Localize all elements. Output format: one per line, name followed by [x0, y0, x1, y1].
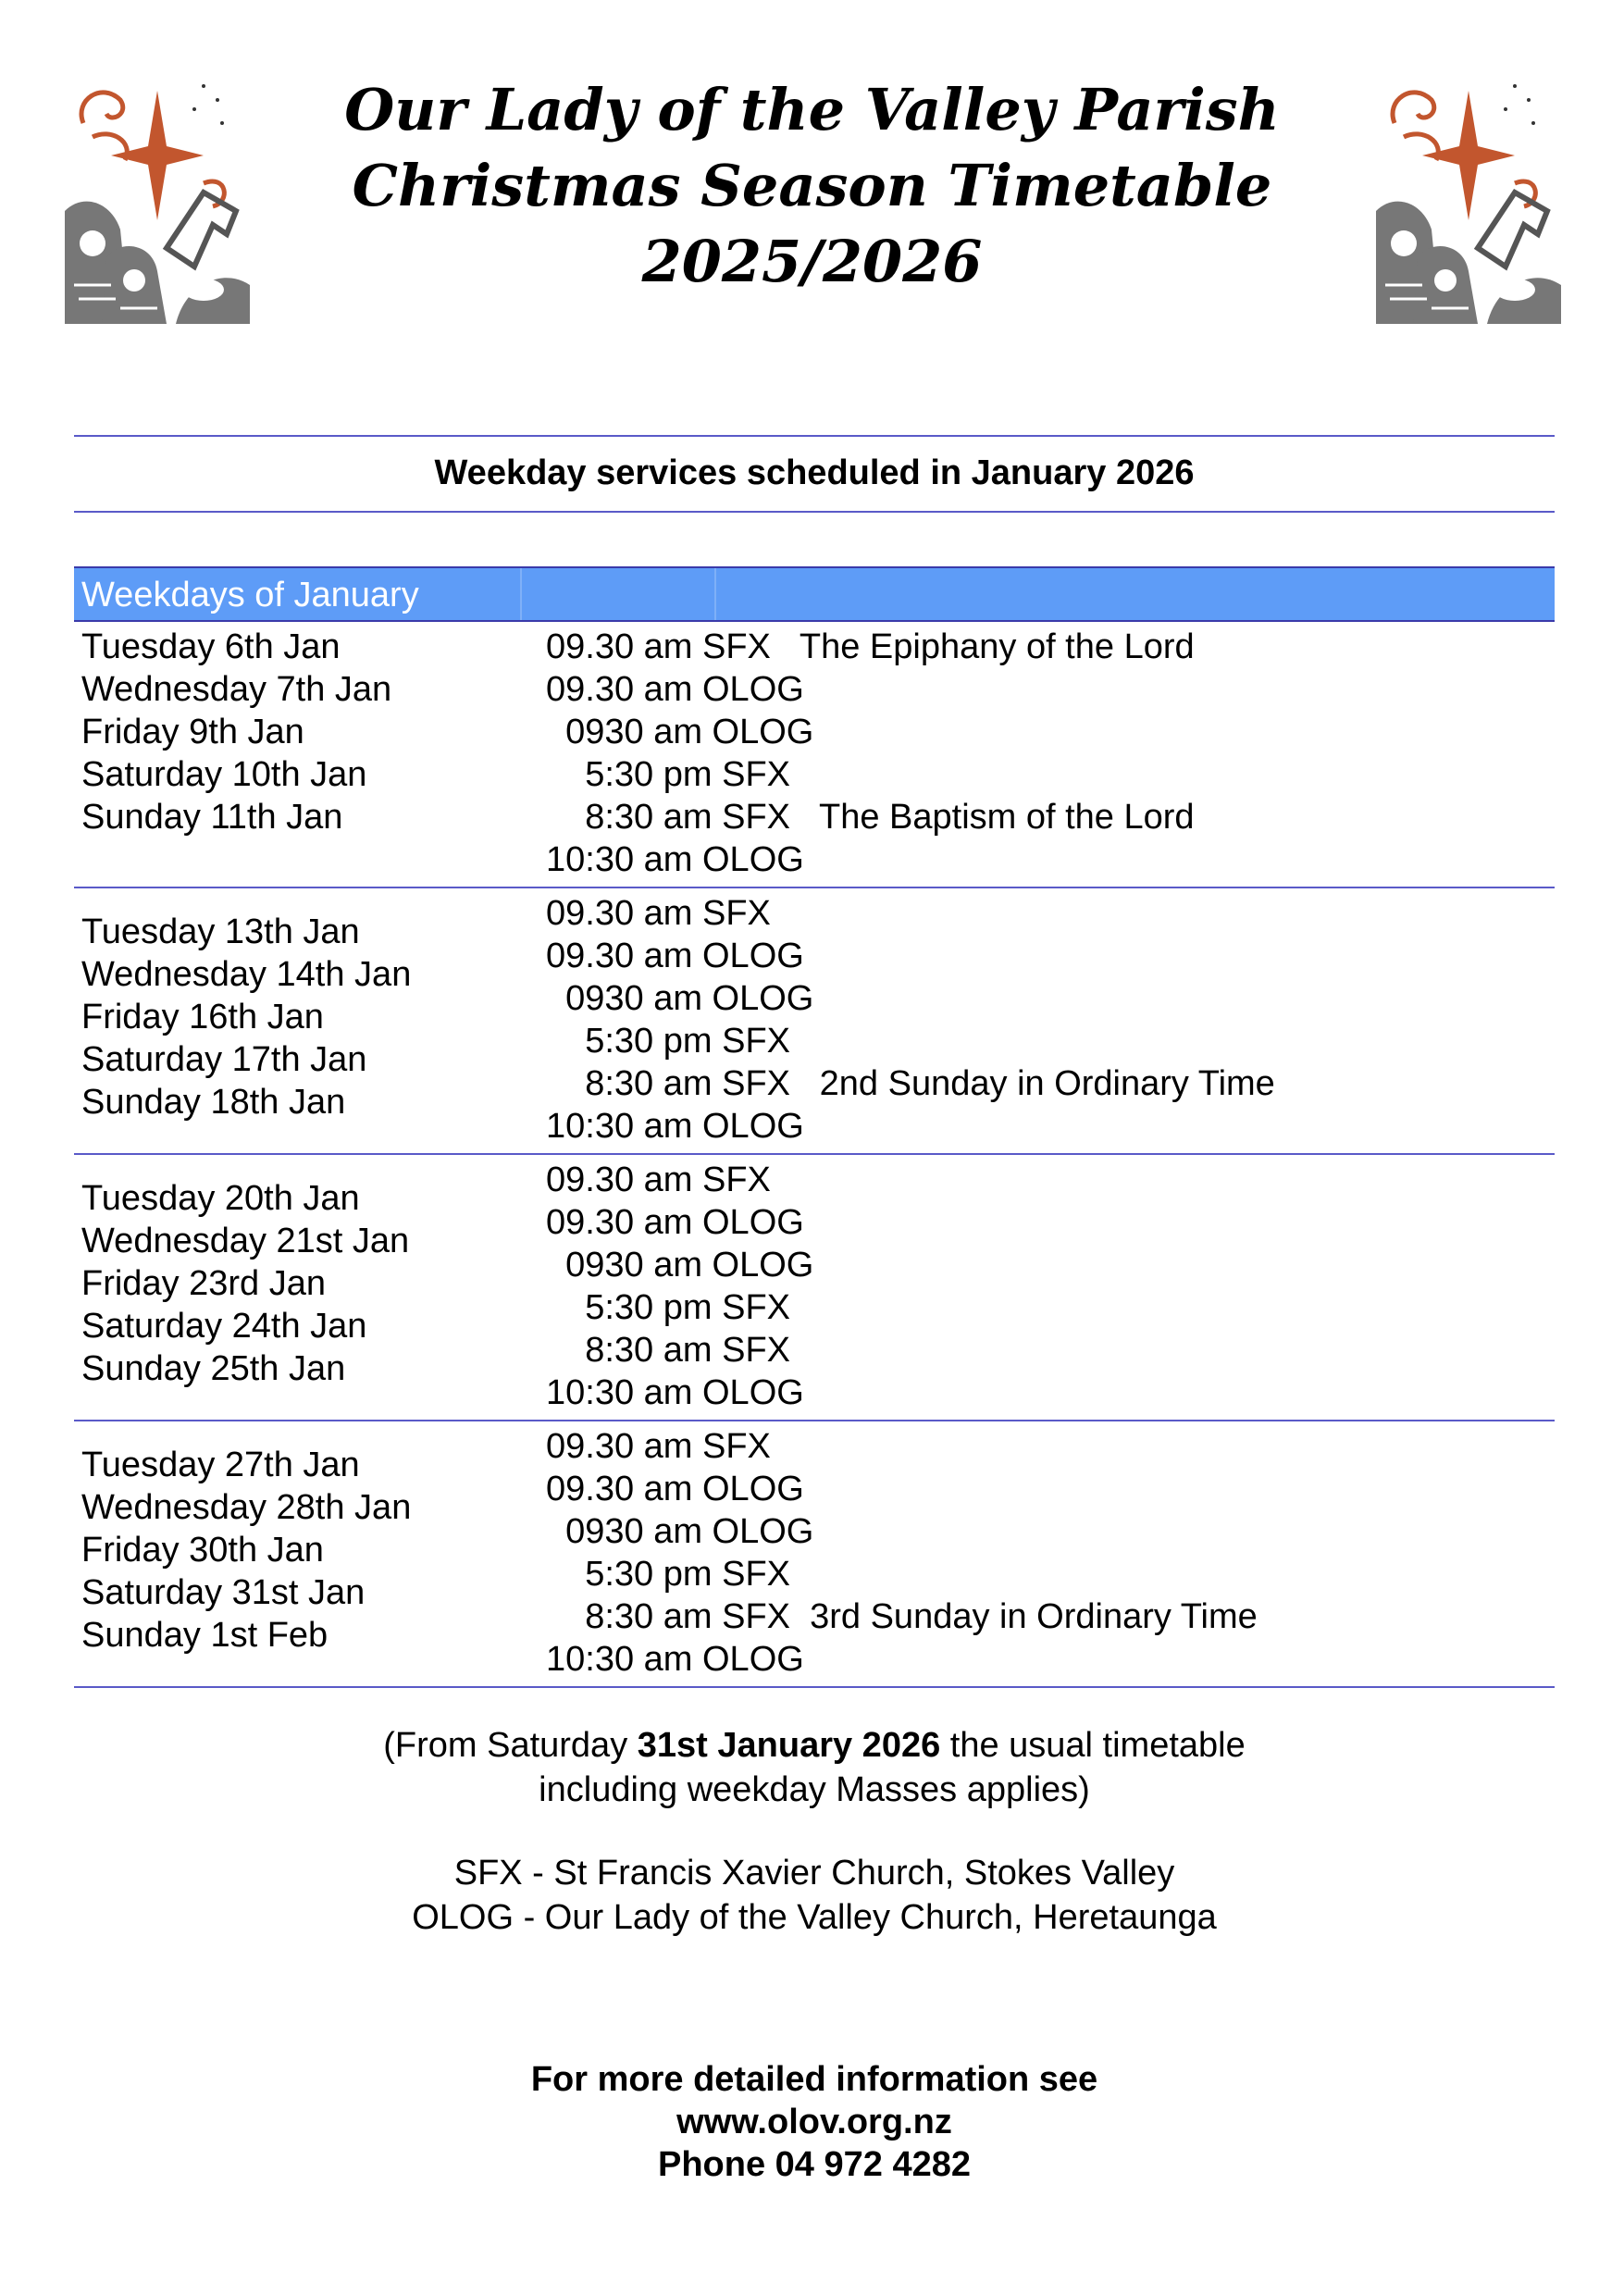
service-time: 0930 am OLOG: [546, 979, 814, 1018]
day-label: Saturday 17th Jan: [81, 1040, 367, 1079]
divider: [74, 1420, 1555, 1421]
title-line-3: 2025/2026: [641, 228, 983, 295]
service-time: 0930 am OLOG: [546, 1246, 814, 1285]
title-line-2: Christmas Season Timetable: [352, 152, 1272, 219]
section-subtitle: Weekday services scheduled in January 2026: [434, 453, 1195, 492]
day-label: Sunday 11th Jan: [81, 798, 343, 837]
service-time: 09.30 am SFX: [546, 1160, 771, 1199]
schedule-block: [74, 1159, 1555, 1421]
day-label: Wednesday 7th Jan: [81, 670, 392, 709]
day-label: Friday 9th Jan: [81, 713, 304, 751]
divider: [74, 1153, 1555, 1155]
note-date: 31st January 2026: [637, 1726, 941, 1765]
day-label: Sunday 25th Jan: [81, 1349, 346, 1388]
service-time: 10:30 am OLOG: [546, 1640, 804, 1679]
service-time: 5:30 pm SFX: [546, 1555, 790, 1594]
service-time: 8:30 am SFX 2nd Sunday in Ordinary Time: [546, 1064, 1275, 1103]
divider: [74, 435, 1555, 437]
service-time: 09.30 am SFX The Epiphany of the Lord: [546, 627, 1195, 666]
divider: [74, 1686, 1555, 1688]
contact-line: For more detailed information see: [530, 2060, 1098, 2099]
schedule-block: [74, 626, 1555, 888]
note-line-1: [74, 1723, 1555, 1768]
day-label: Tuesday 20th Jan: [81, 1179, 360, 1218]
day-label: Sunday 1st Feb: [81, 1616, 329, 1655]
service-time: 10:30 am OLOG: [546, 1107, 804, 1146]
service-time: 0930 am OLOG: [546, 713, 814, 751]
timetable-note: [74, 1723, 1555, 1812]
service-time: 09.30 am OLOG: [546, 670, 804, 709]
title-line-1: Our Lady of the Valley Parish: [344, 76, 1280, 143]
day-label: Friday 23rd Jan: [81, 1264, 327, 1303]
contact-info: [74, 2058, 1555, 2186]
schedule-block: [74, 1425, 1555, 1688]
day-label: Saturday 31st Jan: [81, 1573, 366, 1612]
phone-number: Phone 04 972 4282: [658, 2145, 971, 2184]
table-header-label: Weekdays of January: [81, 576, 419, 614]
service-time: 5:30 pm SFX: [546, 1288, 790, 1327]
note-text: the usual timetable: [940, 1726, 1246, 1765]
service-time: 09.30 am OLOG: [546, 1203, 804, 1242]
day-label: Tuesday 6th Jan: [81, 627, 341, 666]
service-time: 8:30 am SFX 3rd Sunday in Ordinary Time: [546, 1597, 1258, 1636]
column-separator: [714, 568, 716, 620]
day-label: Tuesday 27th Jan: [81, 1446, 360, 1484]
page-title: [278, 72, 1346, 300]
service-time: 09.30 am SFX: [546, 894, 771, 933]
divider: [74, 511, 1555, 513]
service-time: 09.30 am SFX: [546, 1427, 771, 1466]
note-text: (From Saturday: [383, 1726, 638, 1765]
church-legend: [74, 1851, 1555, 1940]
nativity-scene-icon: [65, 72, 250, 324]
service-time: 8:30 am SFX The Baptism of the Lord: [546, 798, 1195, 837]
schedule-block: [74, 892, 1555, 1155]
service-time: 5:30 pm SFX: [546, 1022, 790, 1061]
website-link[interactable]: www.olov.org.nz: [676, 2103, 952, 2141]
day-label: Saturday 10th Jan: [81, 755, 367, 794]
column-separator: [520, 568, 522, 620]
day-label: Friday 16th Jan: [81, 998, 324, 1036]
day-label: Wednesday 21st Jan: [81, 1222, 410, 1260]
day-label: Friday 30th Jan: [81, 1531, 324, 1570]
day-label: Tuesday 13th Jan: [81, 912, 360, 951]
service-time: 0930 am OLOG: [546, 1512, 814, 1551]
legend-sfx: SFX - St Francis Xavier Church, Stokes Valley: [453, 1854, 1175, 1893]
service-time: 10:30 am OLOG: [546, 840, 804, 879]
service-time: 09.30 am OLOG: [546, 1470, 804, 1508]
day-label: Saturday 24th Jan: [81, 1307, 367, 1346]
service-time: 09.30 am OLOG: [546, 937, 804, 975]
day-label: Wednesday 14th Jan: [81, 955, 412, 994]
nativity-scene-icon: [1376, 72, 1561, 324]
legend-olog: OLOG - Our Lady of the Valley Church, Heretaunga: [412, 1898, 1217, 1937]
divider: [74, 887, 1555, 888]
service-time: 5:30 pm SFX: [546, 755, 790, 794]
day-label: Wednesday 28th Jan: [81, 1488, 412, 1527]
service-time: 8:30 am SFX: [546, 1331, 790, 1370]
note-line-2: including weekday Masses applies): [539, 1770, 1090, 1809]
day-label: Sunday 18th Jan: [81, 1083, 346, 1122]
service-time: 10:30 am OLOG: [546, 1373, 804, 1412]
table-header: [74, 566, 1555, 622]
